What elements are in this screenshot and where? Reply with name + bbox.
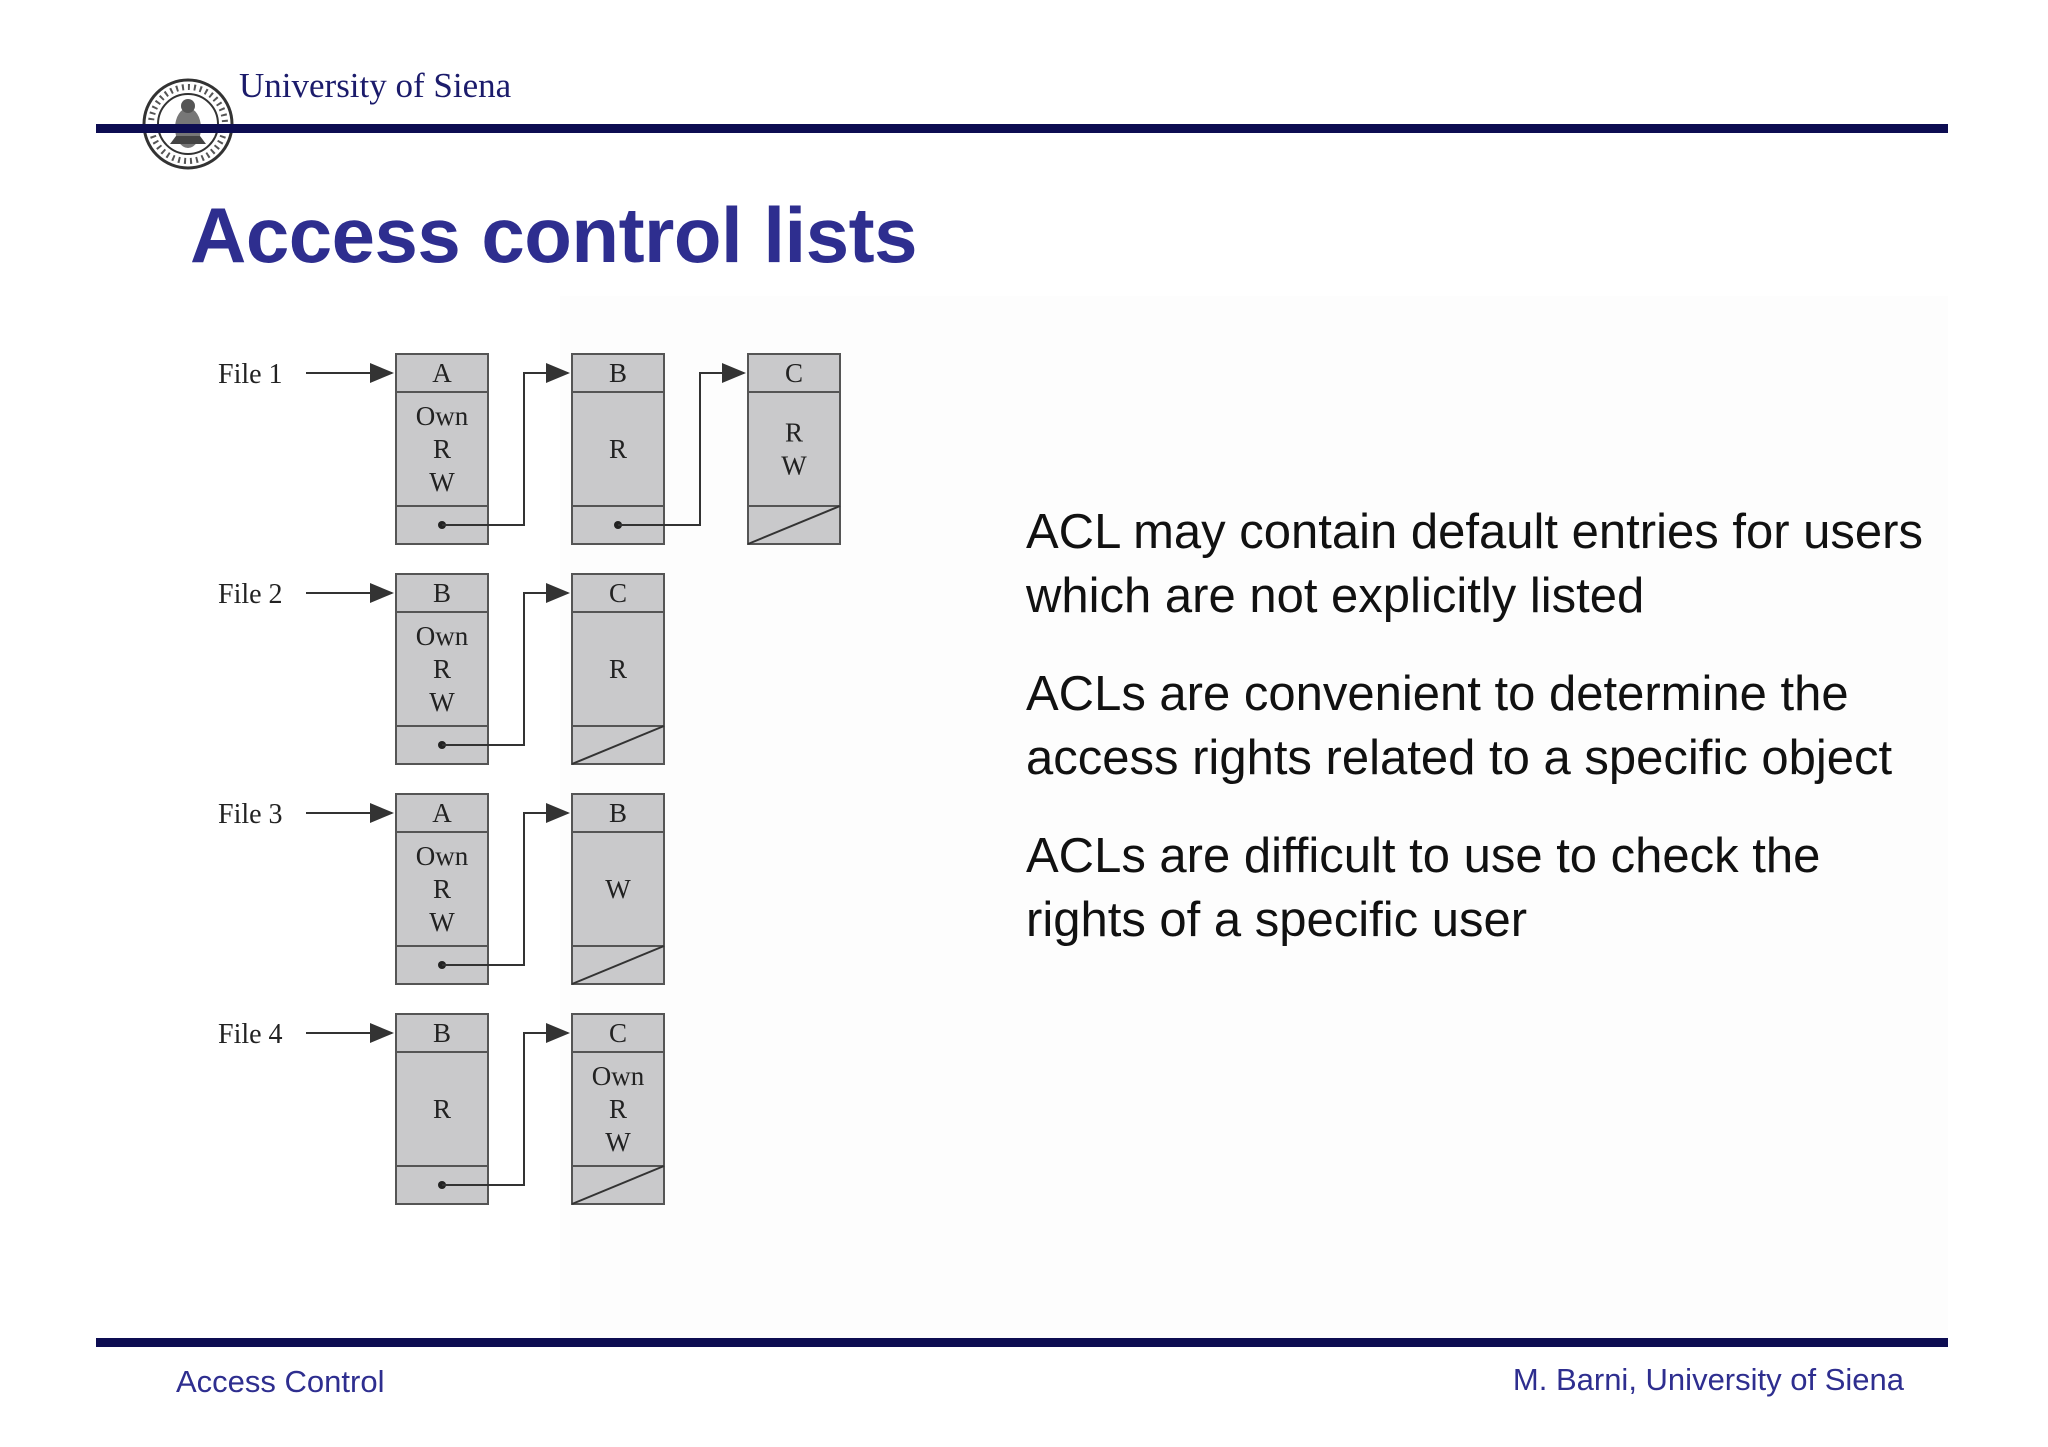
acl-entry-right: W	[429, 907, 455, 937]
acl-entry-right: Own	[415, 401, 469, 431]
acl-entry-user: A	[432, 798, 452, 828]
bullet-list	[1026, 500, 1926, 986]
bullet-item: ACLs are convenient to determine the access rights related to a specific object	[1026, 667, 1893, 785]
header-rule	[96, 124, 1948, 133]
acl-entry-right: R	[608, 654, 628, 684]
acl-entry-right: Own	[591, 1061, 645, 1091]
acl-entry-user: C	[784, 358, 804, 388]
bullet-item: ACLs are difficult to use to check the rights of a specific user	[1026, 829, 1821, 947]
acl-entry-user: B	[432, 578, 452, 608]
acl-entry-right: R	[432, 434, 452, 464]
acl-entry-right: R	[432, 654, 452, 684]
slide-title: Access control lists	[190, 191, 917, 279]
acl-entry-right: Own	[415, 841, 469, 871]
footer-author: M. Barni, University of Siena	[1512, 1362, 1904, 1397]
university-name: University of Siena	[239, 66, 512, 105]
acl-diagram	[200, 340, 880, 1240]
bullet-item: ACL may contain default entries for users which are not explicitly listed	[1026, 505, 1923, 623]
acl-entry-user: C	[608, 1018, 628, 1048]
acl-entry-user: B	[432, 1018, 452, 1048]
acl-entry-right: W	[605, 874, 631, 904]
acl-entry-right: R	[432, 1094, 452, 1124]
file-label: File 1	[218, 359, 283, 390]
file-label: File 3	[218, 799, 283, 830]
acl-entry-user: C	[608, 578, 628, 608]
footer-rule	[96, 1338, 1948, 1347]
acl-entry-right: R	[608, 434, 628, 464]
acl-entry-right: Own	[415, 621, 469, 651]
acl-entry-right: R	[432, 874, 452, 904]
file-label: File 2	[218, 579, 283, 610]
acl-entry-user: B	[608, 798, 628, 828]
acl-entry-right: W	[605, 1127, 631, 1157]
file-label: File 4	[218, 1019, 283, 1050]
acl-entry-right: W	[429, 687, 455, 717]
acl-entry-right: W	[781, 450, 807, 481]
acl-entry-right: W	[429, 467, 455, 497]
acl-entry-right: R	[784, 417, 804, 448]
acl-entry-right: R	[608, 1094, 628, 1124]
acl-entry-user: B	[608, 358, 628, 388]
acl-entry-user: A	[432, 358, 452, 388]
footer-topic: Access Control	[176, 1364, 385, 1399]
